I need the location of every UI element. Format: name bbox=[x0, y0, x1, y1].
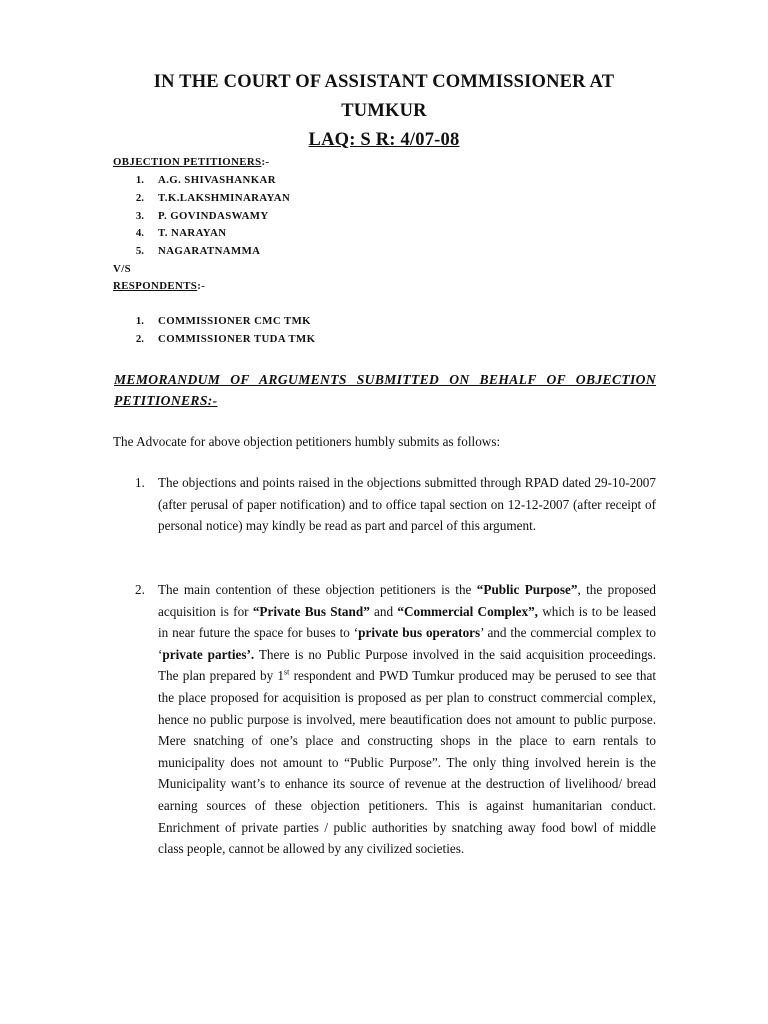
memorandum-heading-line2: PETITIONERS:- bbox=[114, 393, 218, 408]
private-parties-term: private parties’. bbox=[162, 646, 255, 662]
point-number: 1. bbox=[135, 475, 145, 490]
respondents-suffix: :- bbox=[197, 280, 206, 292]
private-bus-stand-term: “Private Bus Stand” bbox=[252, 603, 370, 619]
petitioners-heading bbox=[113, 156, 270, 168]
petitioner-number: 5. bbox=[135, 245, 144, 257]
court-location: TUMKUR bbox=[341, 101, 427, 121]
respondent-name: COMMISSIONER CMC TMK bbox=[158, 315, 311, 327]
respondent-number: 1. bbox=[135, 315, 144, 327]
petitioner-number: 2. bbox=[135, 192, 144, 204]
petitioner-name: T.K.LAKSHMINARAYAN bbox=[158, 192, 291, 204]
petitioners-suffix: :- bbox=[261, 156, 270, 168]
case-number: LAQ: S R: 4/07-08 bbox=[308, 130, 460, 150]
petitioners-label: OBJECTION PETITIONERS bbox=[113, 156, 262, 168]
commercial-complex-term: “Commercial Complex”, bbox=[397, 603, 538, 619]
ordinal-suffix: st bbox=[284, 667, 290, 677]
petitioner-name: A.G. SHIVASHANKAR bbox=[158, 174, 276, 186]
versus-label: V/S bbox=[113, 263, 132, 275]
court-heading: IN THE COURT OF ASSISTANT COMMISSIONER AT bbox=[153, 72, 615, 92]
memorandum-heading-line1: MEMORANDUM OF ARGUMENTS SUBMITTED ON BEHALF OF OBJECTION bbox=[114, 372, 656, 387]
point-1-text bbox=[158, 472, 656, 537]
point-1-paragraph: The objections and points raised in the objections submitted through RPAD dated 29-10-2007 (after perusal of paper notification) and to office tapal section on 12-12-2007 (after receipt of personal notice) may kindly be read as part and parcel of this argument. bbox=[158, 475, 656, 534]
respondents-heading bbox=[113, 280, 205, 292]
respondents-label: RESPONDENTS bbox=[113, 280, 198, 292]
petitioner-name: P. GOVINDASWAMY bbox=[158, 210, 269, 222]
point-2-text bbox=[158, 579, 656, 860]
point-number: 2. bbox=[135, 582, 145, 597]
petitioner-number: 3. bbox=[135, 210, 144, 222]
petitioner-name: NAGARATNAMMA bbox=[158, 245, 261, 257]
private-bus-operators-term: private bus operators bbox=[358, 625, 481, 641]
public-purpose-term: “Public Purpose” bbox=[476, 582, 578, 597]
petitioner-number: 4. bbox=[135, 227, 144, 239]
respondent-name: COMMISSIONER TUDA TMK bbox=[158, 333, 316, 345]
respondent-number: 2. bbox=[135, 333, 144, 345]
point-2-paragraph: The main contention of these objection petitioners is the “Public Purpose”, the proposed acquisition is for “Private Bus Stand” and “Commercial Complex”, which is to be leased in near future the space for buses to ‘private bus operators’ and the commercial complex to ‘private parties’. There is no Public Purpose involved in the said acquisition proceedings. The plan prepared by 1st respondent and PWD Tumkur produced may be perused to see that the place proposed for acquisition is proposed as per plan to construct commercial complex, hence no public purpose is involved, mere beautification does not amount to public purpose. Mere snatching of one’s place and constructing shops in the place to earn rentals to municipality does not amount to “Public Purpose”. The only thing involved herein is the Municipality want’s to enhance its source of revenue at the destruction of livelihood/ bread earning sources of these objection petitioners. This is against humanitarian conduct. Enrichment of private parties / public authorities by snatching away food bowl of middle class people, cannot be allowed by any civilized societies. bbox=[158, 582, 656, 857]
petitioner-number: 1. bbox=[135, 174, 144, 186]
petitioner-name: T. NARAYAN bbox=[158, 227, 227, 239]
intro-text: The Advocate for above objection petitioners humbly submits as follows: bbox=[113, 434, 501, 449]
